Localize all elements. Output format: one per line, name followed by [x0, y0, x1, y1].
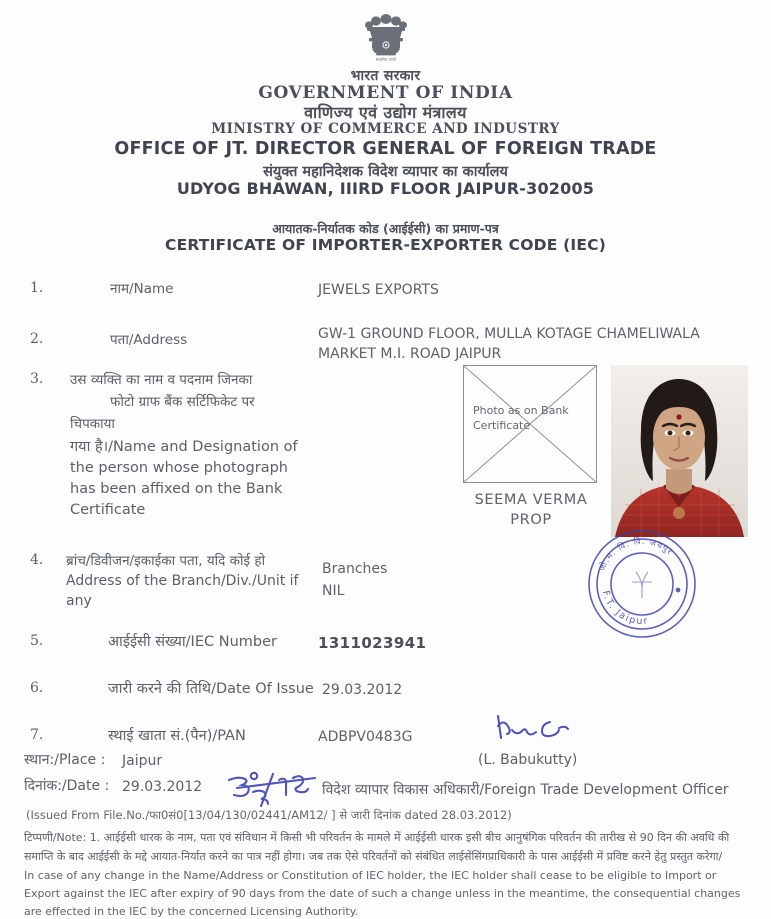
row-3-number: 3. [30, 371, 44, 387]
emblem-container [0, 10, 771, 68]
row-2-label: पता/Address [110, 332, 188, 348]
handwritten-date-icon [223, 768, 333, 808]
government-hindi-heading: भारत सरकार [350, 68, 421, 84]
office-hindi-heading: संयुक्त महानिदेशक विदेश व्यापार का कार्यालय [263, 164, 508, 180]
row-2-value-address-line1: GW-1 GROUND FLOOR, MULLA KOTAGE CHAMELIWALA [318, 326, 700, 342]
svg-text:सत्यमेव जयते: सत्यमेव जयते [375, 57, 396, 62]
photo-holder-designation: PROP [510, 512, 552, 528]
photo-placeholder-text: Photo as on Bank Certificate [473, 404, 569, 432]
row-4-value-branches: Branches [322, 561, 388, 577]
row-4-value-nil: NIL [322, 583, 345, 599]
signatory-designation: विदेश व्यापार विकास अधिकारी/Foreign Trade Development Officer [322, 782, 729, 798]
row-1-value-name: JEWELS EXPORTS [318, 282, 439, 298]
row-3-label-line1: उस व्यक्ति का नाम व पदनाम जिनका [70, 372, 253, 388]
row-3-label-line2: फोटो ग्राफ बैंक सर्टिफिकेट पर [110, 394, 255, 410]
ashoka-lion-capital-emblem-icon [360, 10, 412, 64]
place-label: स्थान:/Place : [24, 752, 106, 768]
row-2-value-address-line2: MARKET M.I. ROAD JAIPUR [318, 346, 502, 362]
row-5-number: 5. [30, 633, 44, 649]
row-3-label-line3: चिपकाया [70, 416, 115, 432]
row-1-label: नाम/Name [110, 281, 174, 297]
office-address-heading: UDYOG BHAWAN, IIIRD FLOOR JAIPUR-302005 [176, 179, 595, 198]
date-label: दिनांक:/Date : [24, 778, 110, 794]
signatory-name: (L. Babukutty) [478, 752, 578, 768]
page-title: CERTIFICATE OF IMPORTER-EXPORTER CODE (IEC) [165, 236, 606, 254]
svg-text:जो.म. वि. वि. जयपुर: जो.म. वि. वि. जयपुर [597, 536, 675, 573]
bank-certificate-photo-box [463, 365, 597, 483]
row-3-label-line5: the person whose photograph [70, 460, 288, 476]
row-4-label-line1: ब्रांच/डिवीजन/इकाईका पता, यदि कोई हो [66, 553, 266, 569]
row-4-label-line3: any [66, 593, 92, 609]
photo-holder-name: SEEMA VERMA [474, 492, 588, 508]
row-2-number: 2. [30, 331, 44, 347]
row-5-label: आईईसी संख्या/IEC Number [108, 634, 277, 650]
row-4-number: 4. [30, 552, 44, 568]
row-3-label-line7: Certificate [70, 502, 146, 518]
row-7-number: 7. [30, 727, 44, 743]
ministry-english-heading: MINISTRY OF COMMERCE AND INDUSTRY [211, 121, 560, 137]
date-of-issue-value: 29.03.2012 [322, 682, 403, 698]
pan-value: ADBPV0483G [318, 729, 413, 745]
certificate-title-hindi: आयातक-निर्यातक कोड (आईईसी) का प्रमाण-पत्र [272, 221, 499, 236]
note-hindi-text: टिप्पणी/Note: 1. आईईसी धारक के नाम, पता एवं संविधान में किसी भी परिवर्तन के मामले में आईईसी धारक इसी बीच आनुषंगिक परिवर्तन की तारीख से 90 दिन की अवधि की समाप्ति के बाद आईईसी के मद्दे आयात-निर्यात करने का पात्र नहीं होगा। जब तक ऐसे परिवर्तनों को संबंधित लाईसेंसिंगप्राधिकारी के पास आईईसी में प्रविष्ट करने हेतु प्रस्तुत करेगा/ [24, 831, 730, 863]
row-6-number: 6. [30, 680, 44, 696]
row-7-label: स्थाई खाता सं.(पैन)/PAN [108, 728, 246, 744]
place-value: Jaipur [122, 753, 163, 769]
passport-photo-portrait [611, 365, 748, 537]
office-english-heading: OFFICE OF JT. DIRECTOR GENERAL OF FOREIGN TRADE [114, 139, 657, 159]
row-4-label-line2: Address of the Branch/Div./Unit if [66, 573, 299, 589]
svg-text:F.T. Jaipur: F.T. Jaipur [599, 589, 650, 628]
handwritten-signature-icon [492, 712, 592, 746]
government-english-heading: GOVERNMENT OF INDIA [258, 83, 513, 103]
issued-from-file-text: (Issued From File.No./फा0सं0[13/04/130/02441/AM12/ ] से जारी दिनांक dated 28.03.2012) [26, 808, 512, 822]
official-round-stamp-icon [586, 528, 698, 640]
note-english-text: In case of any change in the Name/Address or Constitution of IEC holder, the IEC holder shall cease to be eligible to Import or Export against the IEC after expiry of 90 days from the date of such a change unless in the meantime, the consequential changes are effected in the IEC by the concerned Licensing Authority. [24, 869, 741, 918]
row-1-number: 1. [30, 280, 44, 296]
row-3-label-line6: has been affixed on the Bank [70, 481, 283, 497]
row-6-label: जारी करने की तिथि/Date Of Issue [108, 681, 314, 697]
row-3-label-line4: गया है।/Name and Designation of [70, 439, 298, 455]
iec-number-value: 1311023941 [318, 634, 427, 652]
ministry-hindi-heading: वाणिज्य एवं उद्योग मंत्रालय [304, 103, 467, 122]
date-value: 29.03.2012 [122, 779, 203, 795]
